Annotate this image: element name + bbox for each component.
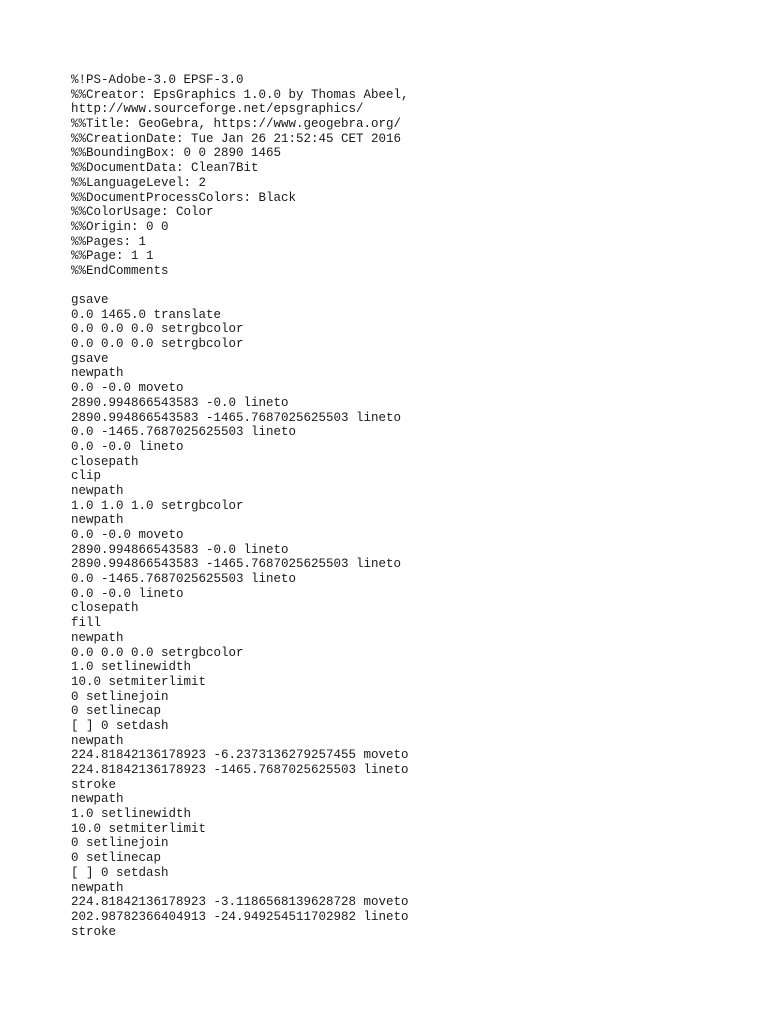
code-line: %%DocumentProcessColors: Black [71, 190, 297, 205]
code-line: %%BoundingBox: 0 0 2890 1465 [71, 146, 282, 161]
code-line: newpath [71, 733, 124, 748]
code-line: 1.0 1.0 1.0 setrgbcolor [71, 498, 244, 513]
code-line: gsave [71, 293, 109, 307]
code-line: 10.0 setmiterlimit [71, 821, 207, 836]
code-line: 0.0 1465.0 translate [71, 307, 222, 322]
code-line: 224.81842136178923 -3.1186568139628728 moveto [71, 895, 409, 910]
code-line: 0 setlinejoin [71, 689, 169, 704]
code-line: http://www.sourceforge.net/epsgraphics/ [71, 102, 364, 117]
code-line: fill [71, 616, 102, 631]
code-line: %%Origin: 0 0 [71, 219, 169, 234]
code-line: %%DocumentData: Clean7Bit [71, 161, 259, 176]
postscript-body [71, 293, 409, 939]
code-line: newpath [71, 792, 124, 807]
code-line: 0.0 -0.0 moveto [71, 381, 184, 396]
code-line: stroke [71, 777, 117, 792]
code-line: 0.0 -0.0 moveto [71, 528, 184, 542]
code-line: 0 setlinecap [71, 851, 162, 866]
code-line: 0.0 -1465.7687025625503 lineto [71, 425, 297, 440]
code-line: %%Pages: 1 [71, 234, 147, 249]
code-line: 224.81842136178923 -6.2373136279257455 moveto [71, 748, 409, 763]
eps-header-comments [71, 73, 409, 279]
code-line: gsave [71, 351, 109, 366]
code-line: 202.98782366404913 -24.949254511702982 lineto [71, 909, 409, 924]
code-line: 2890.994866543583 -1465.7687025625503 lineto [71, 557, 402, 572]
code-line: %!PS-Adobe-3.0 EPSF-3.0 [71, 73, 244, 87]
code-line: clip [71, 469, 102, 484]
code-line: 2890.994866543583 -0.0 lineto [71, 542, 289, 557]
code-line: 224.81842136178923 -1465.7687025625503 lineto [71, 763, 409, 777]
code-line: 0 setlinecap [71, 704, 162, 719]
code-line: 0.0 0.0 0.0 setrgbcolor [71, 322, 244, 337]
code-line: closepath [71, 454, 139, 469]
code-line: %%CreationDate: Tue Jan 26 21:52:45 CET 2016 [71, 131, 402, 146]
code-line: %%EndComments [71, 263, 169, 278]
code-line: %%Creator: EpsGraphics 1.0.0 by Thomas Abeel, [71, 87, 409, 102]
code-line: newpath [71, 630, 124, 645]
code-line: newpath [71, 880, 124, 895]
code-line: [ ] 0 setdash [71, 718, 169, 733]
code-line: 0.0 0.0 0.0 setrgbcolor [71, 337, 244, 352]
code-line: 0.0 0.0 0.0 setrgbcolor [71, 645, 244, 660]
code-line: newpath [71, 366, 124, 381]
code-line: %%LanguageLevel: 2 [71, 175, 207, 190]
code-line: 0.0 -1465.7687025625503 lineto [71, 572, 297, 587]
code-line: newpath [71, 483, 124, 498]
code-line: 0.0 -0.0 lineto [71, 586, 184, 601]
code-line: %%ColorUsage: Color [71, 205, 214, 220]
code-line: 0.0 -0.0 lineto [71, 439, 184, 454]
code-line: 1.0 setlinewidth [71, 807, 192, 822]
code-line: 2890.994866543583 -1465.7687025625503 lineto [71, 410, 402, 425]
code-line: closepath [71, 601, 139, 616]
code-line: 1.0 setlinewidth [71, 660, 192, 675]
code-line: %%Page: 1 1 [71, 249, 154, 264]
code-line: newpath [71, 513, 124, 528]
code-line: stroke [71, 924, 117, 939]
code-line: 0 setlinejoin [71, 836, 169, 851]
code-line: %%Title: GeoGebra, https://www.geogebra.org/ [71, 117, 402, 132]
code-line: 10.0 setmiterlimit [71, 674, 207, 689]
code-line: [ ] 0 setdash [71, 865, 169, 880]
code-line: 2890.994866543583 -0.0 lineto [71, 395, 289, 410]
